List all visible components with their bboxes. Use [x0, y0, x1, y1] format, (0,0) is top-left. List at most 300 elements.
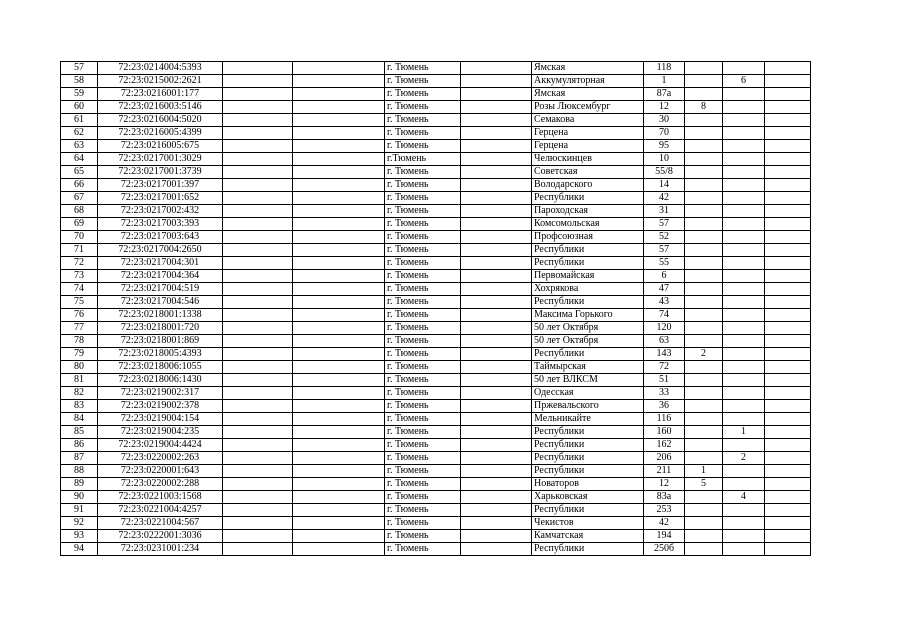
- empty-cell: [765, 465, 811, 478]
- empty-cell: [765, 543, 811, 556]
- street-cell: Новаторов: [532, 478, 644, 491]
- empty-cell: [293, 413, 385, 426]
- cadastral-number-cell: 72:23:0215002:2621: [98, 75, 223, 88]
- apartment-cell: [723, 153, 765, 166]
- house-number-cell: 47: [644, 283, 685, 296]
- row-number-cell: 89: [61, 478, 98, 491]
- row-number-cell: 92: [61, 517, 98, 530]
- table-row: [61, 166, 811, 179]
- apartment-cell: [723, 114, 765, 127]
- apartment-cell: [723, 374, 765, 387]
- building-cell: [685, 231, 723, 244]
- apartment-cell: [723, 543, 765, 556]
- empty-cell: [461, 413, 532, 426]
- empty-cell: [461, 257, 532, 270]
- building-cell: [685, 114, 723, 127]
- row-number-cell: 66: [61, 179, 98, 192]
- city-cell: г. Тюмень: [385, 257, 461, 270]
- building-cell: 5: [685, 478, 723, 491]
- empty-cell: [293, 322, 385, 335]
- empty-cell: [293, 101, 385, 114]
- row-number-cell: 87: [61, 452, 98, 465]
- house-number-cell: 43: [644, 296, 685, 309]
- empty-cell: [765, 270, 811, 283]
- street-cell: Камчатская: [532, 530, 644, 543]
- empty-cell: [223, 127, 293, 140]
- empty-cell: [293, 387, 385, 400]
- table-row: [61, 374, 811, 387]
- city-cell: г. Тюмень: [385, 296, 461, 309]
- house-number-cell: 206: [644, 452, 685, 465]
- street-cell: Харьковская: [532, 491, 644, 504]
- empty-cell: [223, 439, 293, 452]
- empty-cell: [765, 114, 811, 127]
- empty-cell: [461, 75, 532, 88]
- cadastral-number-cell: 72:23:0217002:432: [98, 205, 223, 218]
- apartment-cell: [723, 192, 765, 205]
- row-number-cell: 75: [61, 296, 98, 309]
- table-row: [61, 257, 811, 270]
- row-number-cell: 59: [61, 88, 98, 101]
- building-cell: 1: [685, 465, 723, 478]
- empty-cell: [765, 179, 811, 192]
- building-cell: [685, 439, 723, 452]
- empty-cell: [461, 348, 532, 361]
- street-cell: 50 лет ВЛКСМ: [532, 374, 644, 387]
- empty-cell: [223, 153, 293, 166]
- table-row: [61, 88, 811, 101]
- building-cell: [685, 62, 723, 75]
- empty-cell: [223, 543, 293, 556]
- city-cell: г. Тюмень: [385, 283, 461, 296]
- city-cell: г. Тюмень: [385, 140, 461, 153]
- row-number-cell: 90: [61, 491, 98, 504]
- row-number-cell: 88: [61, 465, 98, 478]
- city-cell: г.Тюмень: [385, 153, 461, 166]
- empty-cell: [461, 322, 532, 335]
- apartment-cell: [723, 166, 765, 179]
- cadastral-number-cell: 72:23:0217004:301: [98, 257, 223, 270]
- empty-cell: [223, 114, 293, 127]
- city-cell: г. Тюмень: [385, 478, 461, 491]
- city-cell: г. Тюмень: [385, 439, 461, 452]
- street-cell: Профсоюзная: [532, 231, 644, 244]
- building-cell: [685, 361, 723, 374]
- empty-cell: [461, 231, 532, 244]
- street-cell: Володарского: [532, 179, 644, 192]
- apartment-cell: [723, 400, 765, 413]
- house-number-cell: 253: [644, 504, 685, 517]
- table-row: [61, 218, 811, 231]
- apartment-cell: 1: [723, 426, 765, 439]
- house-number-cell: 36: [644, 400, 685, 413]
- row-number-cell: 84: [61, 413, 98, 426]
- empty-cell: [293, 452, 385, 465]
- empty-cell: [765, 309, 811, 322]
- empty-cell: [765, 439, 811, 452]
- cadastral-number-cell: 72:23:0217004:546: [98, 296, 223, 309]
- city-cell: г. Тюмень: [385, 166, 461, 179]
- building-cell: [685, 88, 723, 101]
- apartment-cell: [723, 296, 765, 309]
- city-cell: г. Тюмень: [385, 270, 461, 283]
- empty-cell: [461, 439, 532, 452]
- street-cell: Семакова: [532, 114, 644, 127]
- empty-cell: [223, 452, 293, 465]
- empty-cell: [293, 218, 385, 231]
- table-row: [61, 101, 811, 114]
- street-cell: Герцена: [532, 140, 644, 153]
- row-number-cell: 77: [61, 322, 98, 335]
- empty-cell: [461, 361, 532, 374]
- cadastral-number-cell: 72:23:0219004:235: [98, 426, 223, 439]
- empty-cell: [765, 426, 811, 439]
- table-row: [61, 231, 811, 244]
- street-cell: Республики: [532, 192, 644, 205]
- empty-cell: [765, 140, 811, 153]
- empty-cell: [461, 309, 532, 322]
- table-row: [61, 114, 811, 127]
- empty-cell: [461, 270, 532, 283]
- building-cell: [685, 296, 723, 309]
- city-cell: г. Тюмень: [385, 62, 461, 75]
- apartment-cell: 2: [723, 452, 765, 465]
- building-cell: [685, 543, 723, 556]
- empty-cell: [293, 62, 385, 75]
- empty-cell: [765, 517, 811, 530]
- table-row: [61, 530, 811, 543]
- building-cell: [685, 283, 723, 296]
- apartment-cell: [723, 478, 765, 491]
- cadastral-number-cell: 72:23:0219002:378: [98, 400, 223, 413]
- table-row: [61, 296, 811, 309]
- row-number-cell: 85: [61, 426, 98, 439]
- house-number-cell: 52: [644, 231, 685, 244]
- empty-cell: [461, 543, 532, 556]
- empty-cell: [461, 179, 532, 192]
- building-cell: [685, 205, 723, 218]
- apartment-cell: [723, 504, 765, 517]
- cadastral-number-cell: 72:23:0218001:869: [98, 335, 223, 348]
- empty-cell: [293, 465, 385, 478]
- city-cell: г. Тюмень: [385, 491, 461, 504]
- city-cell: г. Тюмень: [385, 374, 461, 387]
- table-row: [61, 439, 811, 452]
- empty-cell: [765, 335, 811, 348]
- building-cell: [685, 244, 723, 257]
- table-body: [61, 62, 811, 556]
- row-number-cell: 70: [61, 231, 98, 244]
- street-cell: Хохрякова: [532, 283, 644, 296]
- table-row: [61, 517, 811, 530]
- street-cell: Пржевальского: [532, 400, 644, 413]
- house-number-cell: 14: [644, 179, 685, 192]
- house-number-cell: 70: [644, 127, 685, 140]
- empty-cell: [293, 231, 385, 244]
- row-number-cell: 86: [61, 439, 98, 452]
- apartment-cell: [723, 231, 765, 244]
- empty-cell: [293, 153, 385, 166]
- apartment-cell: [723, 530, 765, 543]
- empty-cell: [765, 491, 811, 504]
- table-row: [61, 348, 811, 361]
- cadastral-number-cell: 72:23:0218001:1338: [98, 309, 223, 322]
- empty-cell: [293, 283, 385, 296]
- empty-cell: [461, 400, 532, 413]
- empty-cell: [223, 387, 293, 400]
- apartment-cell: [723, 101, 765, 114]
- row-number-cell: 74: [61, 283, 98, 296]
- empty-cell: [765, 192, 811, 205]
- cadastral-number-cell: 72:23:0218005:4393: [98, 348, 223, 361]
- empty-cell: [223, 62, 293, 75]
- building-cell: [685, 387, 723, 400]
- street-cell: 50 лет Октября: [532, 335, 644, 348]
- cadastral-number-cell: 72:23:0221004:4257: [98, 504, 223, 517]
- house-number-cell: 143: [644, 348, 685, 361]
- apartment-cell: [723, 205, 765, 218]
- city-cell: г. Тюмень: [385, 231, 461, 244]
- street-cell: Мельникайте: [532, 413, 644, 426]
- building-cell: [685, 530, 723, 543]
- city-cell: г. Тюмень: [385, 426, 461, 439]
- registry-table: [60, 61, 811, 556]
- house-number-cell: 51: [644, 374, 685, 387]
- empty-cell: [461, 205, 532, 218]
- table-row: [61, 491, 811, 504]
- empty-cell: [765, 205, 811, 218]
- city-cell: г. Тюмень: [385, 400, 461, 413]
- city-cell: г. Тюмень: [385, 465, 461, 478]
- building-cell: [685, 452, 723, 465]
- table-row: [61, 192, 811, 205]
- house-number-cell: 30: [644, 114, 685, 127]
- table-row: [61, 153, 811, 166]
- building-cell: [685, 426, 723, 439]
- apartment-cell: [723, 257, 765, 270]
- empty-cell: [223, 335, 293, 348]
- table-row: [61, 478, 811, 491]
- house-number-cell: 57: [644, 218, 685, 231]
- empty-cell: [293, 504, 385, 517]
- empty-cell: [293, 491, 385, 504]
- row-number-cell: 63: [61, 140, 98, 153]
- empty-cell: [765, 413, 811, 426]
- empty-cell: [461, 478, 532, 491]
- row-number-cell: 79: [61, 348, 98, 361]
- street-cell: Республики: [532, 504, 644, 517]
- empty-cell: [765, 374, 811, 387]
- empty-cell: [223, 140, 293, 153]
- building-cell: [685, 153, 723, 166]
- table-row: [61, 387, 811, 400]
- empty-cell: [461, 153, 532, 166]
- house-number-cell: 12: [644, 101, 685, 114]
- street-cell: Пароходская: [532, 205, 644, 218]
- table-row: [61, 426, 811, 439]
- city-cell: г. Тюмень: [385, 179, 461, 192]
- table-row: [61, 322, 811, 335]
- house-number-cell: 33: [644, 387, 685, 400]
- empty-cell: [461, 530, 532, 543]
- empty-cell: [461, 504, 532, 517]
- empty-cell: [765, 452, 811, 465]
- cadastral-number-cell: 72:23:0217003:643: [98, 231, 223, 244]
- empty-cell: [765, 361, 811, 374]
- house-number-cell: 12: [644, 478, 685, 491]
- building-cell: 2: [685, 348, 723, 361]
- building-cell: [685, 270, 723, 283]
- empty-cell: [461, 218, 532, 231]
- house-number-cell: 55/8: [644, 166, 685, 179]
- street-cell: Ямская: [532, 62, 644, 75]
- empty-cell: [293, 426, 385, 439]
- empty-cell: [223, 400, 293, 413]
- street-cell: Первомайская: [532, 270, 644, 283]
- house-number-cell: 74: [644, 309, 685, 322]
- empty-cell: [223, 231, 293, 244]
- table-row: [61, 127, 811, 140]
- cadastral-number-cell: 72:23:0218006:1055: [98, 361, 223, 374]
- empty-cell: [461, 374, 532, 387]
- empty-cell: [461, 88, 532, 101]
- empty-cell: [765, 504, 811, 517]
- building-cell: [685, 335, 723, 348]
- street-cell: Герцена: [532, 127, 644, 140]
- empty-cell: [293, 348, 385, 361]
- house-number-cell: 63: [644, 335, 685, 348]
- city-cell: г. Тюмень: [385, 517, 461, 530]
- building-cell: [685, 218, 723, 231]
- empty-cell: [461, 387, 532, 400]
- table-row: [61, 361, 811, 374]
- empty-cell: [461, 101, 532, 114]
- cadastral-number-cell: 72:23:0221003:1568: [98, 491, 223, 504]
- cadastral-number-cell: 72:23:0222001:3036: [98, 530, 223, 543]
- empty-cell: [293, 296, 385, 309]
- empty-cell: [223, 465, 293, 478]
- house-number-cell: 57: [644, 244, 685, 257]
- cadastral-number-cell: 72:23:0216004:5020: [98, 114, 223, 127]
- table-row: [61, 205, 811, 218]
- empty-cell: [461, 166, 532, 179]
- house-number-cell: 42: [644, 517, 685, 530]
- house-number-cell: 31: [644, 205, 685, 218]
- street-cell: Челюскинцев: [532, 153, 644, 166]
- house-number-cell: 194: [644, 530, 685, 543]
- street-cell: Республики: [532, 257, 644, 270]
- apartment-cell: 4: [723, 491, 765, 504]
- empty-cell: [223, 218, 293, 231]
- city-cell: г. Тюмень: [385, 192, 461, 205]
- empty-cell: [461, 244, 532, 257]
- cadastral-number-cell: 72:23:0220002:263: [98, 452, 223, 465]
- city-cell: г. Тюмень: [385, 335, 461, 348]
- empty-cell: [293, 179, 385, 192]
- house-number-cell: 55: [644, 257, 685, 270]
- city-cell: г. Тюмень: [385, 348, 461, 361]
- empty-cell: [293, 270, 385, 283]
- city-cell: г. Тюмень: [385, 322, 461, 335]
- house-number-cell: 162: [644, 439, 685, 452]
- row-number-cell: 91: [61, 504, 98, 517]
- cadastral-number-cell: 72:23:0216003:5146: [98, 101, 223, 114]
- empty-cell: [461, 426, 532, 439]
- cadastral-number-cell: 72:23:0221004:567: [98, 517, 223, 530]
- apartment-cell: [723, 179, 765, 192]
- cadastral-number-cell: 72:23:0217001:3739: [98, 166, 223, 179]
- house-number-cell: 6: [644, 270, 685, 283]
- cadastral-number-cell: 72:23:0219002:317: [98, 387, 223, 400]
- empty-cell: [461, 192, 532, 205]
- empty-cell: [461, 335, 532, 348]
- cadastral-number-cell: 72:23:0219004:4424: [98, 439, 223, 452]
- street-cell: Максима Горького: [532, 309, 644, 322]
- row-number-cell: 62: [61, 127, 98, 140]
- cadastral-number-cell: 72:23:0217001:397: [98, 179, 223, 192]
- table-row: [61, 283, 811, 296]
- city-cell: г. Тюмень: [385, 205, 461, 218]
- apartment-cell: [723, 413, 765, 426]
- table-row: [61, 244, 811, 257]
- row-number-cell: 69: [61, 218, 98, 231]
- apartment-cell: [723, 283, 765, 296]
- cadastral-number-cell: 72:23:0216005:675: [98, 140, 223, 153]
- table-row: [61, 543, 811, 556]
- row-number-cell: 93: [61, 530, 98, 543]
- street-cell: 50 лет Октября: [532, 322, 644, 335]
- empty-cell: [461, 127, 532, 140]
- empty-cell: [461, 517, 532, 530]
- apartment-cell: [723, 517, 765, 530]
- empty-cell: [765, 218, 811, 231]
- cadastral-number-cell: 72:23:0231001:234: [98, 543, 223, 556]
- empty-cell: [461, 491, 532, 504]
- city-cell: г. Тюмень: [385, 504, 461, 517]
- table-row: [61, 400, 811, 413]
- city-cell: г. Тюмень: [385, 309, 461, 322]
- building-cell: [685, 517, 723, 530]
- empty-cell: [765, 530, 811, 543]
- empty-cell: [223, 205, 293, 218]
- empty-cell: [461, 296, 532, 309]
- house-number-cell: 1: [644, 75, 685, 88]
- row-number-cell: 67: [61, 192, 98, 205]
- row-number-cell: 73: [61, 270, 98, 283]
- empty-cell: [461, 452, 532, 465]
- empty-cell: [293, 140, 385, 153]
- city-cell: г. Тюмень: [385, 543, 461, 556]
- empty-cell: [293, 361, 385, 374]
- empty-cell: [461, 283, 532, 296]
- empty-cell: [765, 127, 811, 140]
- building-cell: [685, 166, 723, 179]
- house-number-cell: 42: [644, 192, 685, 205]
- apartment-cell: [723, 361, 765, 374]
- empty-cell: [293, 530, 385, 543]
- empty-cell: [293, 75, 385, 88]
- empty-cell: [293, 374, 385, 387]
- table-row: [61, 465, 811, 478]
- apartment-cell: [723, 322, 765, 335]
- cadastral-number-cell: 72:23:0217004:519: [98, 283, 223, 296]
- empty-cell: [765, 231, 811, 244]
- street-cell: Республики: [532, 244, 644, 257]
- cadastral-number-cell: 72:23:0220002:288: [98, 478, 223, 491]
- cadastral-number-cell: 72:23:0214004:5393: [98, 62, 223, 75]
- building-cell: [685, 413, 723, 426]
- empty-cell: [461, 465, 532, 478]
